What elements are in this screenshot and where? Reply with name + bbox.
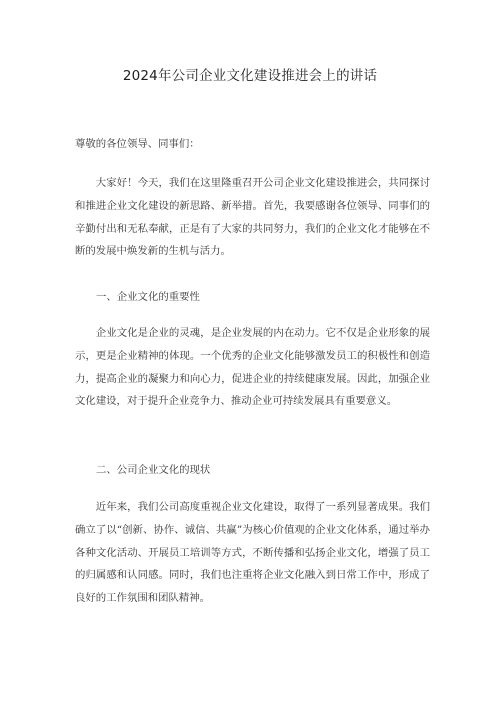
- document-title: 2024年公司企业文化建设推进会上的讲话: [122, 68, 378, 84]
- section-heading-current-status: 二、公司企业文化的现状: [96, 464, 211, 476]
- importance-paragraph: 企业文化是企业的灵魂，是企业发展的内在动力。它不仅是企业形象的展示，更是企业精神的体现。一个优秀的企业文化能够激发员工的积极性和创造力，提高企业的凝聚力和向心力，促进企业的持续健康发展。因此，加强企业文化建设，对于提升企业竞争力、推动企业可持续发展具有重要意义。: [75, 327, 430, 408]
- current-status-paragraph: 近年来，我们公司高度重视企业文化建设，取得了一系列显著成果。我们确立了以“创新、协作、诚信、共赢”为核心价值观的企业文化体系，通过举办各种文化活动、开展员工培训等方式，不断传播和弘扬企业文化，增强了员工的归属感和认同感。同时，我们也注重将企业文化融入到日常工作中，形成了良好的工作氛围和团队精神。: [75, 501, 430, 605]
- greeting: 尊敬的各位领导、同事们：: [75, 138, 200, 150]
- section-heading-importance: 一、企业文化的重要性: [96, 291, 200, 303]
- intro-paragraph: 大家好！今天，我们在这里隆重召开公司企业文化建设推进会，共同探讨和推进企业文化建设的新思路、新举措。首先，我要感谢各位领导、同事们的辛勤付出和无私奉献，正是有了大家的共同努力，我们的企业文化才能够在不断的发展中焕发新的生机与活力。: [75, 177, 430, 258]
